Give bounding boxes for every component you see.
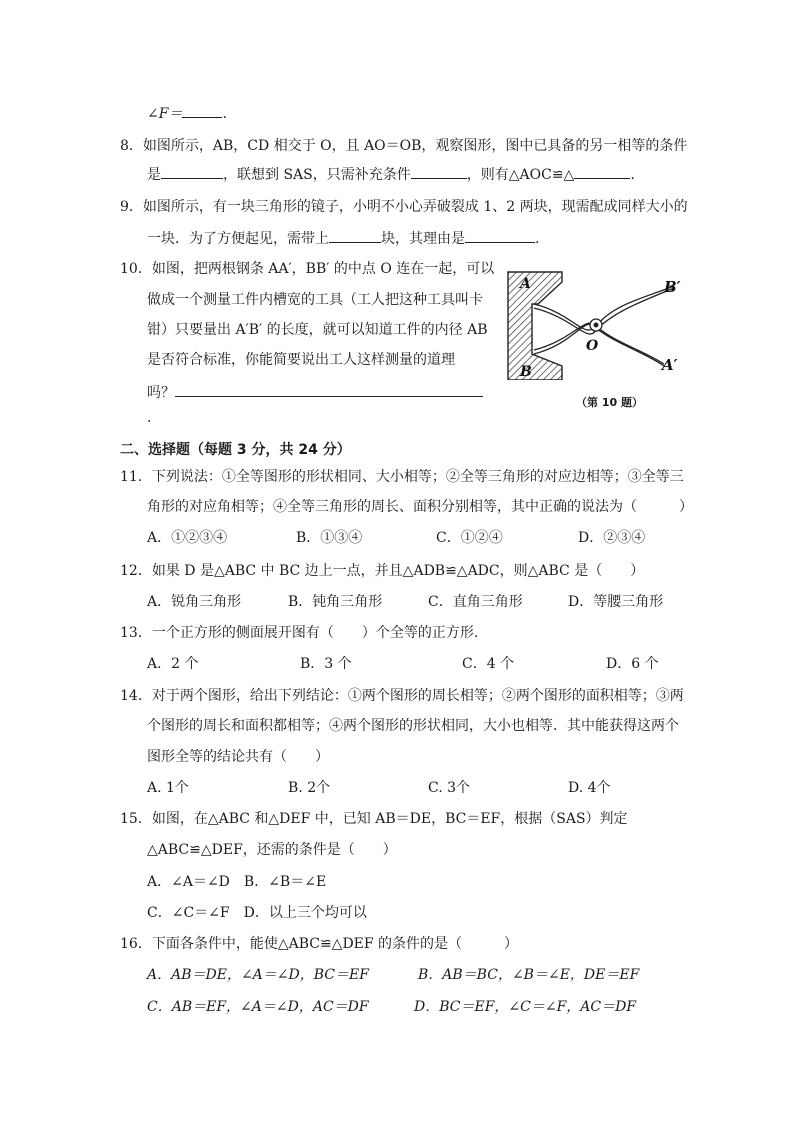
q14-option-d[interactable]: D. 4个 (568, 780, 611, 796)
q10-line2: 做成一个测量工件内槽宽的工具（工人把这种工具叫卡 (147, 292, 483, 308)
q13-line1: 13．一个正方形的侧面展开图有（ ）个全等的正方形. (120, 625, 479, 641)
q10-answer-blank[interactable] (175, 382, 483, 397)
workpiece-shape (508, 272, 562, 380)
q11-option-b[interactable]: B．①③④ (296, 530, 363, 546)
pivot-inner (594, 323, 599, 328)
q16-option-c[interactable]: C．AB＝EF，∠A＝∠D，AC＝DF (147, 999, 369, 1015)
q7-tail (147, 103, 227, 124)
q14-option-a[interactable]: A. 1个 (147, 780, 189, 796)
q11-option-c[interactable]: C．①②④ (436, 530, 503, 546)
label-o: O (586, 338, 599, 354)
q9-blank-2[interactable] (465, 228, 535, 243)
q14-option-b[interactable]: B. 2个 (288, 780, 331, 796)
q8-blank-1[interactable] (161, 164, 223, 179)
q16-line1: 16．下面各条件中，能使△ABC≌△DEF 的条件的是（ ） (120, 936, 519, 952)
q15-options-row2[interactable]: C．∠C＝∠F D．以上三个均可以 (147, 905, 367, 921)
q15-options-row1[interactable]: A．∠A＝∠D B．∠B＝∠E (147, 874, 327, 890)
label-a: A (520, 276, 531, 292)
q14-option-c[interactable]: C. 3个 (428, 780, 471, 796)
q10-line4: 是否符合标准，你能简要说出工人这样测量的道理 (147, 352, 455, 368)
section-heading: 二、选择题（每题 3 分，共 24 分） (120, 442, 351, 458)
q13-option-a[interactable]: A．2 个 (147, 656, 199, 672)
label-b: B (520, 364, 532, 380)
q14-line2: 个图形的周长和面积都相等；④两个图形的形状相同，大小也相等．其中能获得这两个 (147, 718, 679, 734)
q8-line2 (147, 164, 635, 185)
q15-line2: △ABC≌△DEF，还需的条件是（ ） (147, 842, 397, 858)
q10-line1: 10．如图，把两根钢条 AA′，BB′ 的中点 O 连在一起，可以 (120, 261, 495, 277)
q11-option-a[interactable]: A．①②③④ (147, 530, 228, 546)
q13-option-c[interactable]: C．4 个 (462, 656, 515, 672)
q8-seg-b: ，联想到 SAS，只需补充条件 (223, 167, 411, 183)
q9-seg-a: 一块．为了方便起见，需带上 (147, 231, 329, 247)
q14-line1: 14．对于两个图形，给出下列结论：①两个图形的周长相等；②两个图形的面积相等；③两 (120, 688, 684, 704)
q7-text: ∠F＝ (147, 106, 183, 122)
q9-line2 (147, 228, 539, 249)
q7-end: . (222, 106, 227, 122)
q10-seg: 吗？ (147, 385, 175, 401)
q14-line3: 图形全等的结论共有（ ） (147, 749, 329, 765)
q11-line2: 角形的对应角相等；④全等三角形的周长、面积分别相等，其中正确的说法为（ ） (147, 499, 693, 515)
q8-seg-a: 是 (147, 167, 161, 183)
q12-option-c[interactable]: C．直角三角形 (428, 594, 523, 610)
q11-line1: 11．下列说法：①全等图形的形状相同、大小相等；②全等三角形的对应边相等；③全等三 (120, 469, 684, 485)
q8-blank-2[interactable] (411, 164, 467, 179)
q10-line5 (147, 382, 483, 403)
label-a2: A′ (662, 356, 678, 374)
figure-caption: （第 10 题） (576, 396, 643, 409)
q12-option-d[interactable]: D．等腰三角形 (568, 594, 664, 610)
q12-option-a[interactable]: A．锐角三角形 (147, 594, 242, 610)
q9-line1: 9．如图所示，有一块三角形的镜子，小明不小心弄破裂成 1、2 两块，现需配成同样大小的 (120, 199, 688, 215)
q12-line1: 12．如果 D 是△ABC 中 BC 边上一点，并且△ADB≌△ADC，则△ABC 是（ ） (120, 563, 645, 579)
q13-option-d[interactable]: D．6 个 (606, 656, 659, 672)
q16-option-a[interactable]: A．AB＝DE，∠A＝∠D，BC＝EF (147, 967, 369, 983)
q8-seg-c: ，则有△AOC≌△ (466, 167, 575, 183)
q8-line1: 8．如图所示，AB，CD 相交于 O，且 AO＝OB，观察图形，图中已具备的另一相等的条件 (120, 138, 688, 154)
q10-line3: 钳）只要量出 A′B′ 的长度，就可以知道工件的内径 AB (147, 322, 488, 338)
q9-seg-c: . (535, 231, 540, 247)
q15-line1: 15．如图，在△ABC 和△DEF 中，已知 AB＝DE，BC＝EF，根据（SAS）判定 (120, 811, 628, 827)
q16-option-d[interactable]: D．BC＝EF，∠C＝∠F，AC＝DF (414, 999, 637, 1015)
q9-seg-b: 块，其理由是 (381, 231, 465, 247)
q13-option-b[interactable]: B．3 个 (300, 656, 352, 672)
q12-option-b[interactable]: B．钝角三角形 (288, 594, 383, 610)
q11-option-d[interactable]: D．②③④ (578, 530, 646, 546)
q10-line6: . (147, 410, 152, 426)
q7-answer-blank[interactable] (182, 103, 222, 118)
q8-seg-d: . (630, 167, 635, 183)
caliper-figure (504, 270, 688, 380)
q8-blank-3[interactable] (574, 164, 630, 179)
label-b2: B′ (664, 278, 681, 296)
q9-blank-1[interactable] (329, 228, 381, 243)
q16-option-b[interactable]: B．AB＝BC，∠B＝∠E，DE＝EF (418, 967, 640, 983)
